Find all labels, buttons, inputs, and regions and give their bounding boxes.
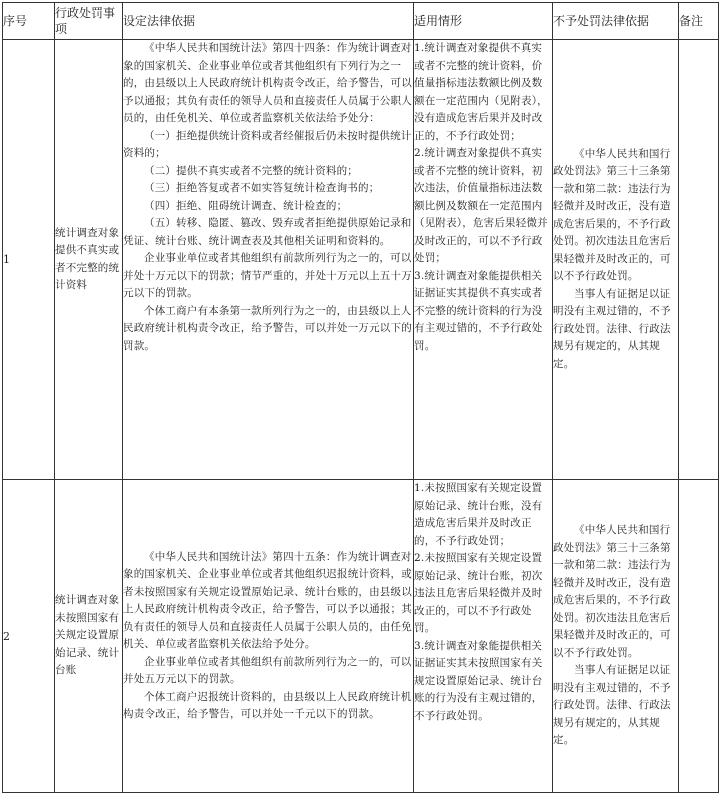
row-no-penalty-basis <box>553 480 679 793</box>
header-seq: 序号 <box>3 3 55 40</box>
case-item: 3.统计调查对象能提供相关证据证实其提供不真实或者不完整的统计资料的行为没有主观过错的，不予行政处罚。 <box>414 269 543 352</box>
penalty-table <box>2 2 719 793</box>
row-no-penalty-basis <box>553 40 679 480</box>
row-seq: 2 <box>3 480 55 793</box>
basis-paragraph: （二）提供不真实或者不完整的统计资料的； <box>144 164 358 177</box>
basis-paragraph: 企业事业单位或者其他组织有前款所列行为之一的，可以并处五万元以下的罚款。 <box>123 655 412 685</box>
case-item: 2.未按照国家有关规定设置原始记录、统计台账，初次违法且危害后果轻微并及时改正的，可以不予行政处罚。 <box>414 552 543 634</box>
header-item: 行政处罚事项 <box>55 3 123 40</box>
header-cases: 适用情形 <box>414 3 553 40</box>
row-cases <box>414 480 553 793</box>
row-remark <box>679 40 719 480</box>
basis-paragraph: 企业事业单位或者其他组织有前款所列行为之一的，可以并处十万元以下的罚款；情节严重的，并处十万元以上五十万元以下的罚款。 <box>123 252 412 299</box>
basis-paragraph: （三）拒绝答复或者不如实答复统计检查询书的； <box>144 182 380 194</box>
header-no-penalty-basis: 不予处罚法律依据 <box>553 3 679 40</box>
header-basis: 设定法律依据 <box>123 3 414 40</box>
case-item: 3.统计调查对象能提供相关证据证实其未按照国家有关规定设置原始记录、统计台账的行为没有主观过错的，不予行政处罚。 <box>414 639 543 722</box>
table-row <box>3 40 719 480</box>
row-basis <box>123 40 414 480</box>
case-item: 2.统计调查对象提供不真实或者不完整的统计资料，初次违法，价值量指标违法数额比例及数额在一定范围内（见附表），危害后果轻微并及时改正的，可以不予行政处罚； <box>414 147 548 264</box>
case-item: 1.统计调查对象提供不真实或者不完整的统计资料，价值量指标违法数额比例及数额在一定范围内（见附表），没有造成危害后果并及时改正的，不予行政处罚； <box>414 42 548 142</box>
row-item: 统计调查对象未按照国家有关规定设置原始记录、统计台账 <box>55 480 123 793</box>
legal-paragraph: 《中华人民共和国行政处罚法》第三十三条第一款和第二款：违法行为轻微并及时改正，没有造成危害后果的，不予行政处罚。初次违法且危害后果轻微并及时改正的，可以不予行政处罚。 <box>553 147 671 283</box>
row-remark <box>679 480 719 793</box>
row-basis <box>123 480 414 793</box>
row-cases <box>414 40 553 480</box>
row-seq: 1 <box>3 40 55 480</box>
header-remark: 备注 <box>679 3 719 40</box>
basis-paragraph: （一）拒绝提供统计资料或者经催报后仍未按时提供统计资料的； <box>123 129 412 159</box>
legal-paragraph: 《中华人民共和国行政处罚法》第三十三条第一款和第二款：违法行为轻微并及时改正，没有造成危害后果的，不予行政处罚。初次违法且危害后果轻微并及时改正的，可以不予行政处罚。 <box>553 524 671 659</box>
basis-paragraph: 《中华人民共和国统计法》第四十四条：作为统计调查对象的国家机关、企业事业单位或者其他组织有下列行为之一的，由县级以上人民政府统计机构责令改正，给予警告，可以予以通报；其负有责任的领导人员和直接责任人员属于公职人员的，由任免机关、单位或者监察机关依法给予处分： <box>123 42 412 124</box>
legal-paragraph: 当事人有证据足以证明没有主观过错的，不予行政处罚。法律、行政法规另有规定的，从其规定。 <box>553 664 671 747</box>
header-row <box>3 3 719 40</box>
basis-paragraph: 《中华人民共和国统计法》第四十五条：作为统计调查对象的国家机关、企业事业单位或者其他组织迟报统计资料，或者未按照国家有关规定设置原始记录、统计台账的，由县级以上人民政府统计机构责令改正，给予警告，可以予以通报；其负有责任的领导人员和直接责任人员属于公职人员的，由任免机关、单位或者监察机关依法给予处分。 <box>123 550 412 650</box>
basis-paragraph: （五）转移、隐匿、篡改、毁弃或者拒绝提供原始记录和凭证、统计台账、统计调查表及其他相关证明和资料的。 <box>123 217 412 247</box>
table-row <box>3 480 719 793</box>
row-item: 统计调查对象提供不真实或者不完整的统计资料 <box>55 40 123 480</box>
basis-paragraph: 个体工商户有本条第一款所列行为之一的，由县级以上人民政府统计机构责令改正，给予警告，可以并处一万元以下的罚款。 <box>123 304 412 352</box>
case-item: 1.未按照国家有关规定设置原始记录、统计台账，没有造成危害后果并及时改正的，不予行政处罚； <box>414 482 543 547</box>
basis-paragraph: 个体工商户迟报统计资料的，由县级以上人民政府统计机构责令改正，给予警告，可以并处一千元以下的罚款。 <box>123 690 412 720</box>
legal-paragraph: 当事人有证据足以证明没有主观过错的，不予行政处罚。法律、行政法规另有规定的，从其规定。 <box>553 287 671 370</box>
basis-paragraph: （四）拒绝、阻碍统计调查、统计检查的； <box>144 199 348 212</box>
